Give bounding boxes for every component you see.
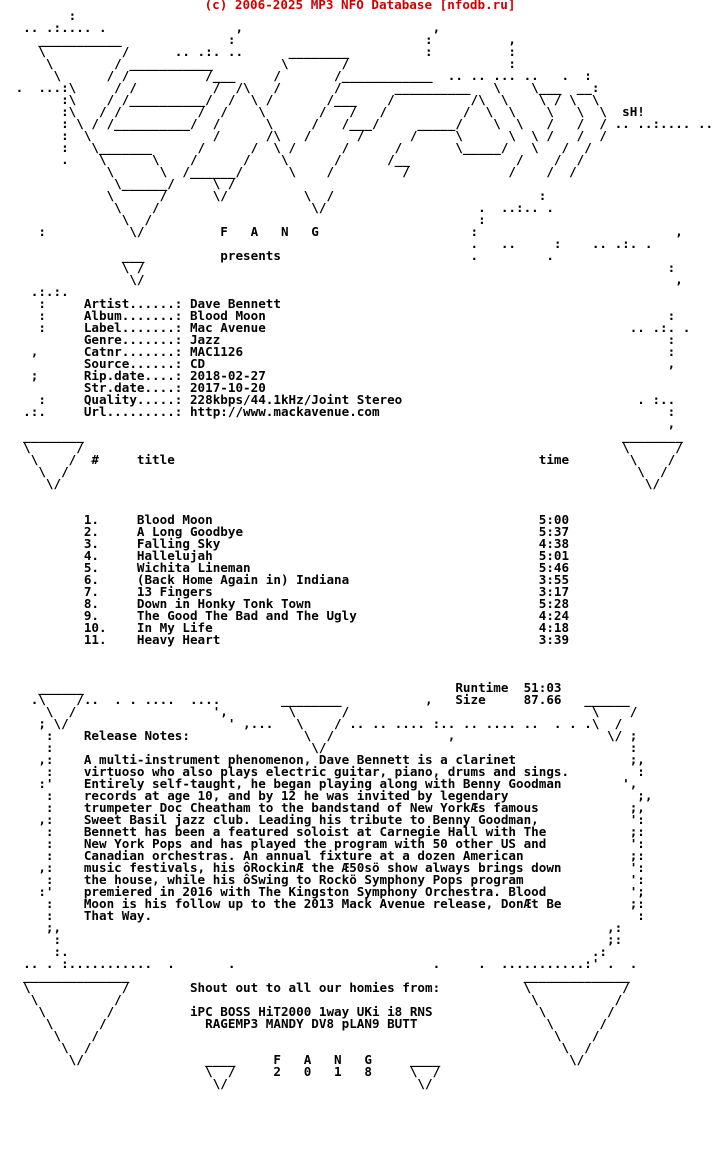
nfo-ascii-art-text: : .. .:.... . , , ___________ : : , \ / .. .:. .. ________ : : \ / ___________ \ / : \ / / /___ / /____________ .. .. ... .. . : . ...:\ / / / /\ / / __________ \ \___ __: :\ / /__________/ / \ / /___ / /\ \ \ / \ \ :\ / / / / \ / / / / \ \ \ \ \ sH! : \ / /__________/ / \ / /___/ _____/ \ \ / / / .. ..:.... .. : \ / /\ / / / \ \ \ / / / : \_______ / / \ / / / \_____/ \ / / . \ \ / / \ / /__ / / / \ \ /______/ \ / / / / / \______/ \ / \ / \/ \ / : \ / \/ . ..:.. . \ / : : \/ F A N G : , . .. : .. .:. . ___ presents . . \ / : \/ , .:.:. : Artist......: Dave Bennett : Album.......: Blood Moon : : Label.......: Mac Avenue .. .:. . Genre.......: Jazz : , Catnr.......: MAC1126 : Source......: CD , ; Rip.date....: 2018-02-27 Str.date....: 2017-10-20 : Quality.....: 228kbps/44.1kHz/Joint Stereo . :.. .:. Url.........: http://www.mackavenue.com : , ________ ________ \ / \ / \ / # title time \ / \ / \ / \/ \/ 1. Blood Moon 5:00 2. A Long Goodbye 5:37 3. Falling Sky 4:38 4. Hallelujah 5:01 5. Wichita Lineman 5:46 6. (Back Home Again in) Indiana 3:55 7. 13 Fingers 3:17 8. Down in Honky Tonk Town 5:28 9. The Good The Bad and The Ugly 4:24 10. In My Life 4:18 11. Heavy Heart 3:39 ______ Runtime 51:03 .\ /.. . . .... .... ________ , Size 87.66 ______ \ / ', \ / \ / ; \/ ' ,... \ / .. .. .... :.. .. .... .. . . .\ / : Release Notes: \ / , \/ ; : \/ : ,: A multi-instrument phenomenon, Dave Bennett is a clarinet ;, : virtuoso who also plays electric guitar, piano, drums and sings. : :' Entirely self-taught, he began playing along with Benny Goodman ', : records at age 10, and by 12 he was invited by legendary ;, : trumpeter Doc Cheatham to the bandstand of New YorkÆs famous ;, ,: Sweet Basil jazz club. Leading his tribute to Benny Goodman, ': : Bennett has been a featured soloist at Carnegie Hall with The ;: : New York Pops and has played the program with 50 other US and ': : Canadian orchestras. An annual fixture at a dozen American ;: ,: music festivals, his ôRockinÆ the Æ50sö show always brings down ': : the house, while his ôSwing to Rockö Symphony Pops program ': :' premiered in 2016 with The Kingston Symphony Orchestra. Blood '; : Moon is his follow up to the 2013 Mack Avenue release, DonÆt Be ;: : That Way. : ;, ,: : ;: :. .: .. . :........... . . . . ...........:' . . ______________ ______________ \ / Shout out to all our homies from: \ / \ / \ / \ / iPC BOSS HiT2000 1way UKi i8 RNS \ / \ / RAGEMP3 MANDY DV8 pLAN9 BUTT \ / \ / \ / \ / \ / \/ ____ F A N G ____ \/ \ / 2 0 1 8 \ / \/ \/ [15,8,714,1091]
copyright-header: (c) 2006-2025 MP3 NFO Database [nfodb.ru] [204,0,516,12]
